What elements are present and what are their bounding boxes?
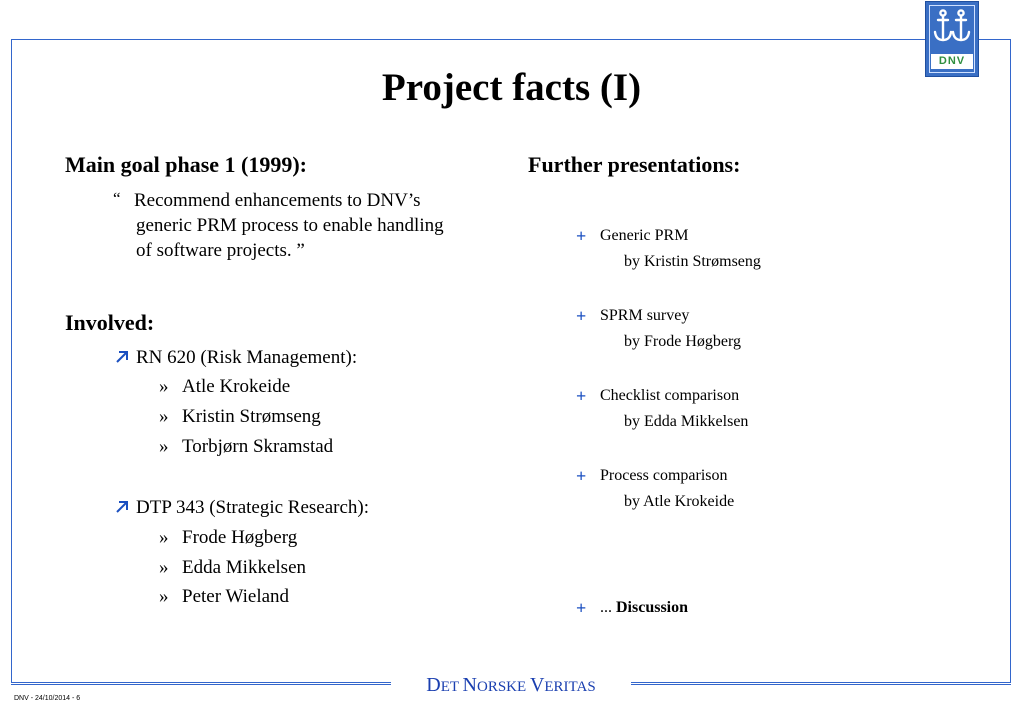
discussion-prefix: ... [600,599,616,616]
person-item: Kristin Strømseng [182,406,321,427]
bullet-icon: » [159,436,169,457]
footer-note: DNV - 24/10/2014 - 6 [14,695,81,702]
goal-heading: Main goal phase 1 (1999): [65,152,307,177]
presentation-author: by Frode Høgberg [624,333,742,350]
arrow-northeast-icon [115,350,129,364]
presentation-author: by Atle Krokeide [624,493,735,510]
plus-icon: + [576,466,587,486]
bullet-icon: » [159,557,169,578]
footer-rule-left [11,684,396,685]
goal-line-3: of software projects. ” [136,240,305,261]
group-label-dtp343: DTP 343 (Strategic Research): [136,497,370,518]
bullet-icon: » [159,586,169,607]
group-label-rn620: RN 620 (Risk Management): [136,347,358,368]
presentation-title: Checklist comparison [600,387,740,404]
bullet-icon: » [159,376,169,397]
bullet-icon: » [159,406,169,427]
logo-text: DNV [931,54,973,69]
bullet-icon: » [159,527,169,548]
discussion-item [600,598,688,618]
quote-open: “ [113,189,121,208]
further-heading: Further presentations: [528,152,741,177]
presentation-author: by Edda Mikkelsen [624,413,749,430]
presentation-title: SPRM survey [600,307,690,324]
anchor-icon [930,7,974,51]
footer-brand: DET NORSKE VERITAS [391,672,631,700]
arrow-northeast-icon [115,500,129,514]
goal-line-2: generic PRM process to enable handling [136,215,444,236]
plus-icon: + [576,598,587,618]
person-item: Peter Wieland [182,586,290,607]
person-item: Atle Krokeide [182,376,291,397]
plus-icon: + [576,306,587,326]
person-item: Torbjørn Skramstad [182,436,334,457]
plus-icon: + [576,226,587,246]
person-item: Edda Mikkelsen [182,557,307,578]
page-title: Project facts (I) [381,66,642,109]
goal-line-1: Recommend enhancements to DNV’s [134,190,421,211]
presentation-title: Generic PRM [600,227,689,244]
discussion-label: Discussion [616,599,689,616]
presentation-author: by Kristin Strømseng [624,253,761,270]
footer-rule-right [628,684,1011,685]
person-item: Frode Høgberg [182,527,298,548]
presentation-title: Process comparison [600,467,728,484]
plus-icon: + [576,386,587,406]
involved-heading: Involved: [65,310,155,335]
